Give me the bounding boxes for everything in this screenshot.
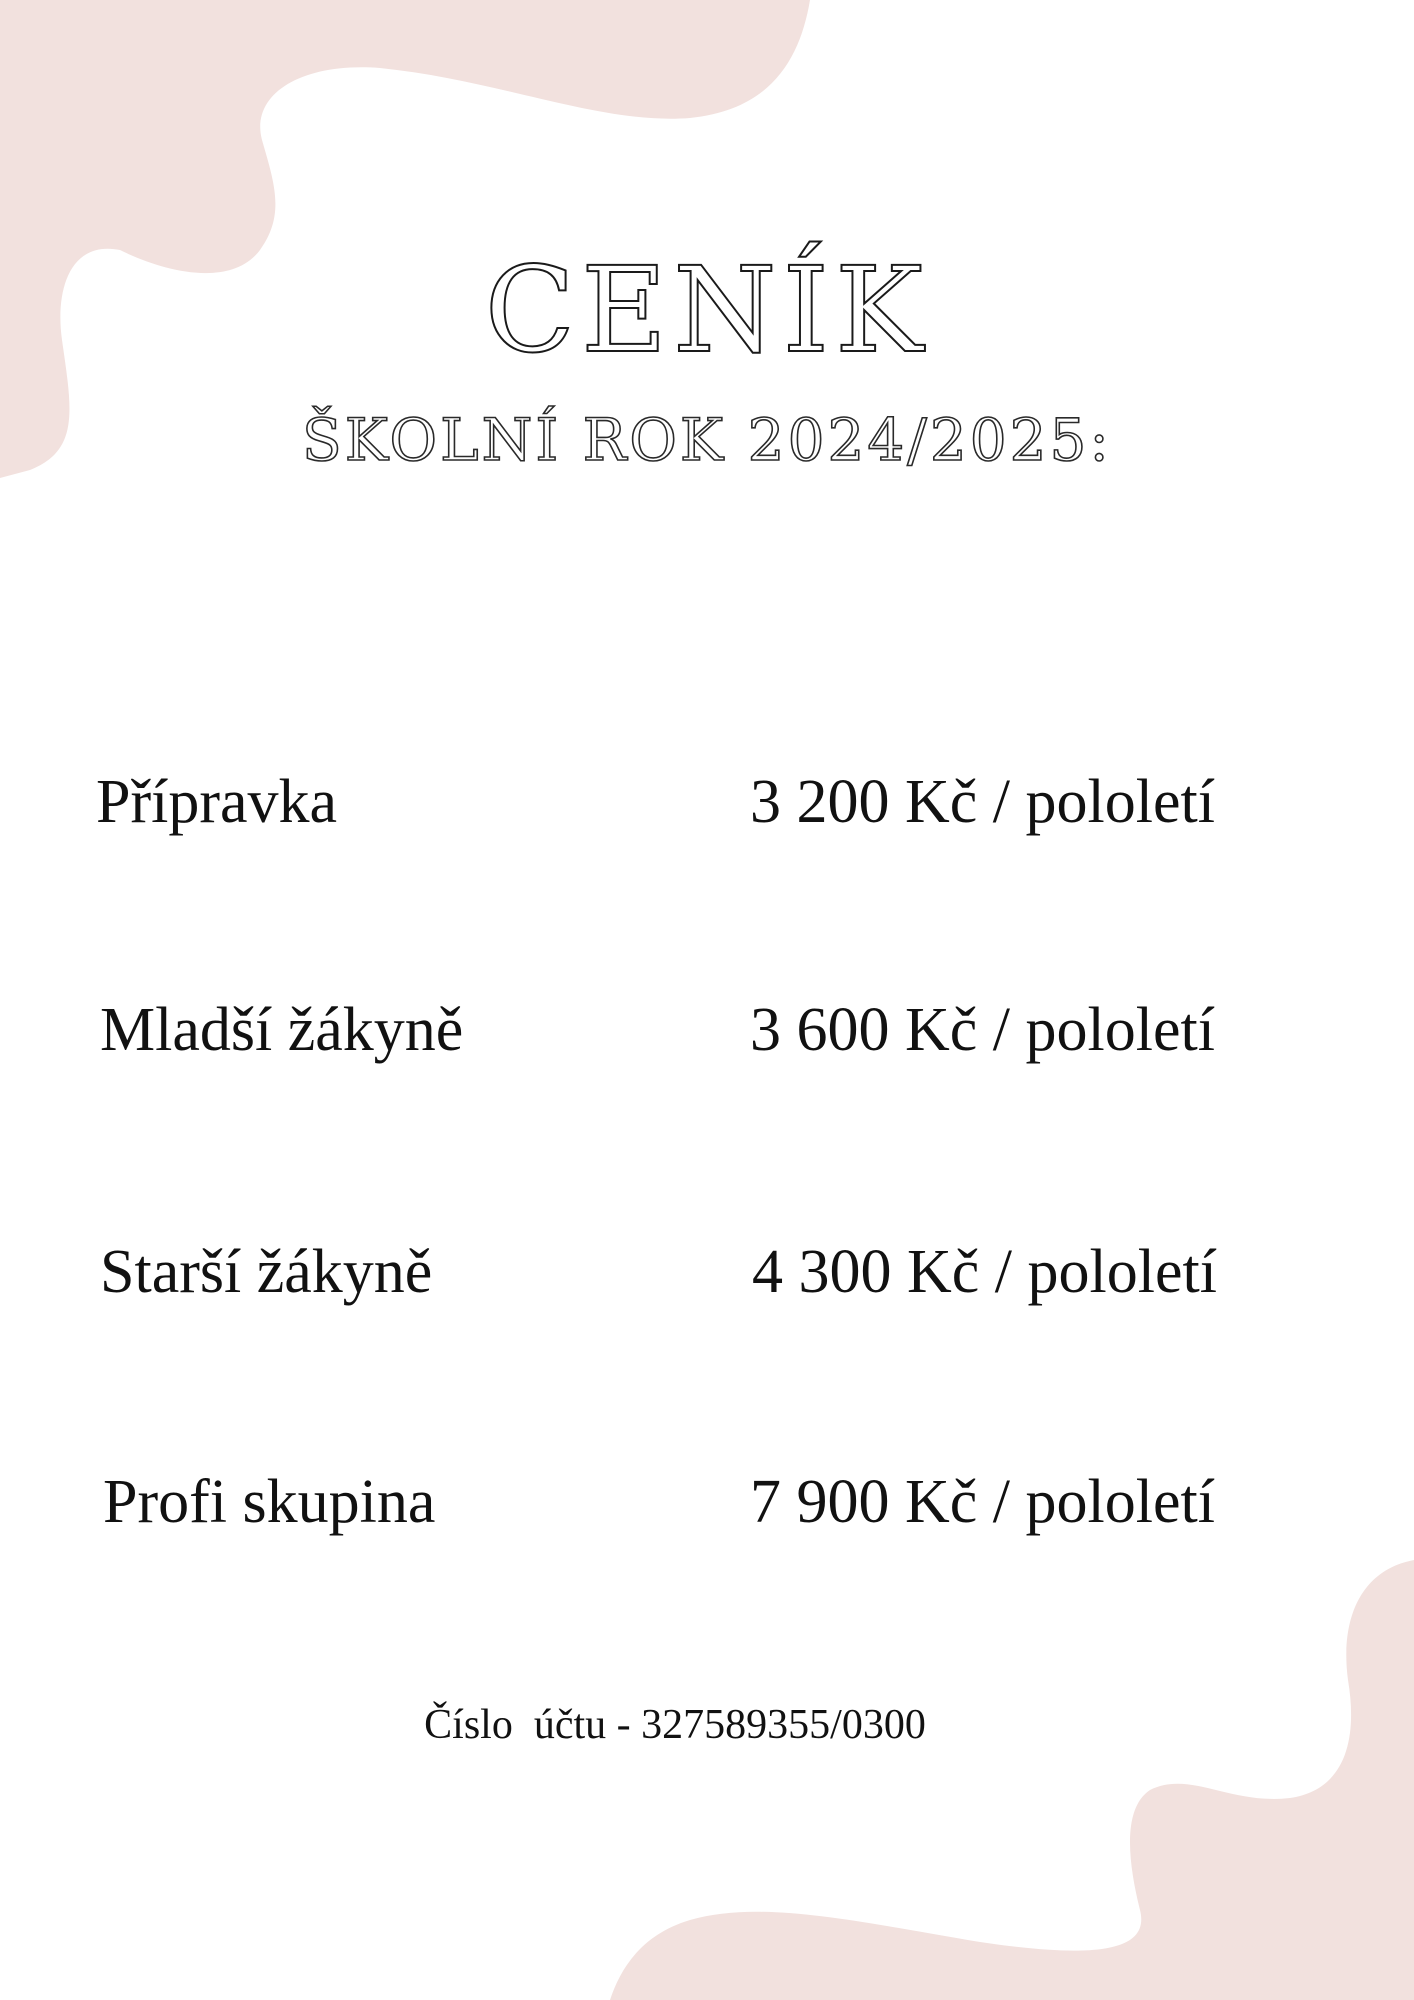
price-row — [0, 1462, 1414, 1542]
page-subtitle: ŠKOLNÍ ROK 2024/2025: — [302, 406, 1112, 474]
price-row-value: 4 300 Kč / pololetí — [752, 1238, 1217, 1306]
price-row-name: Přípravka — [96, 768, 338, 836]
price-row-value: 3 600 Kč / pololetí — [750, 996, 1215, 1064]
price-row — [0, 1232, 1414, 1312]
price-row-value: 3 200 Kč / pololetí — [750, 768, 1215, 836]
price-row — [0, 762, 1414, 842]
bottom-right-blob — [610, 1560, 1414, 2000]
price-row — [0, 990, 1414, 1070]
price-row-name: Profi skupina — [103, 1468, 436, 1536]
price-row-value: 7 900 Kč / pololetí — [750, 1468, 1215, 1536]
bank-account-number: Číslo účtu - 327589355/0300 — [424, 1702, 926, 1748]
page-title: CENÍK — [484, 241, 930, 379]
price-row-name: Starší žákyně — [100, 1238, 433, 1306]
price-row-name: Mladší žákyně — [100, 996, 464, 1064]
